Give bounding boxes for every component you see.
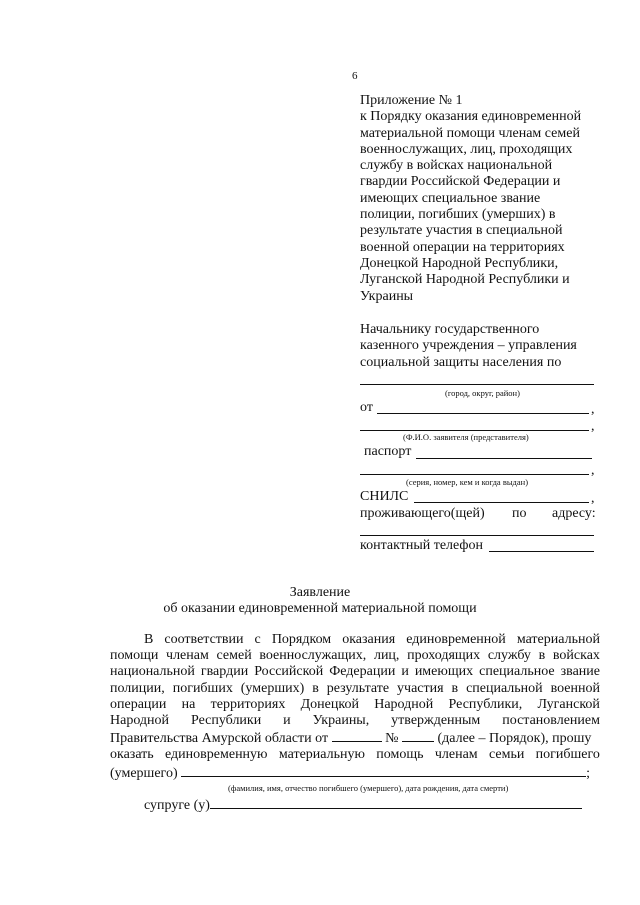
body-line: [110, 697, 600, 713]
appendix-line: военнослужащих, лиц, проходящих: [360, 141, 573, 157]
appendix-line: гвардии Российской Федерации и: [360, 174, 561, 190]
snils-comma: ,: [591, 491, 595, 506]
passport-line-2[interactable]: [360, 474, 589, 475]
body-word: Республики,: [448, 696, 523, 712]
body-word: погибших: [172, 680, 233, 696]
body-text-segment: (умершего): [110, 765, 182, 781]
body-line: [110, 648, 600, 664]
body-line: [110, 764, 600, 782]
body-word: военнослужащих,: [259, 648, 367, 664]
body-word: на: [181, 696, 196, 712]
body-word: участия: [397, 680, 444, 696]
body-line: [110, 796, 600, 814]
phone-label: контактный телефон: [360, 538, 483, 553]
body-line: [110, 632, 600, 648]
appendix-line: к Порядку оказания единовременной: [360, 109, 582, 125]
snils-label: СНИЛС: [360, 489, 409, 504]
addressee-line: казенного учреждения – управления: [360, 338, 577, 354]
body-word: постановлением: [502, 713, 600, 729]
body-word: членам: [434, 747, 478, 763]
city-caption: (город, округ, район): [445, 388, 520, 398]
body-word: Украины,: [312, 713, 370, 729]
body-text-segment: (далее – Порядок), прошу: [433, 731, 592, 747]
body-word: звание: [560, 664, 600, 680]
body-word: Донецкой: [300, 696, 359, 712]
body-word: с: [254, 632, 261, 647]
appendix-header: [360, 93, 605, 305]
body-line: [110, 729, 600, 747]
spouse-blank[interactable]: [210, 796, 582, 809]
body-word: операции: [110, 696, 167, 712]
body-word: Российской: [254, 664, 324, 680]
city-line[interactable]: [360, 384, 594, 385]
application-body: [110, 632, 600, 814]
addressee-block: [360, 322, 605, 371]
body-word: В: [144, 632, 154, 647]
deceased-blank[interactable]: [181, 764, 586, 777]
body-word: семьи: [489, 747, 525, 763]
body-line: [110, 664, 600, 680]
body-word: в: [538, 648, 546, 664]
fio-line[interactable]: [360, 430, 589, 431]
body-line: [110, 681, 600, 697]
body-word: в: [451, 680, 459, 696]
deceased-caption: (фамилия, имя, отчество погибшего (умершего), дата рождения, дата смерти): [228, 782, 509, 793]
from-comma: ,: [591, 402, 595, 417]
appendix-line: имеющих специальное звание: [360, 190, 541, 206]
passport-line[interactable]: [416, 458, 592, 459]
body-line: [110, 747, 600, 763]
body-word: и: [401, 664, 409, 680]
address-line[interactable]: [360, 535, 594, 536]
body-word: в: [312, 680, 319, 696]
body-text-segment: ;: [586, 765, 590, 781]
residing-po: по: [512, 506, 527, 521]
fio-comma: ,: [591, 419, 595, 434]
body-word: Народной: [110, 713, 170, 729]
spouse-label: супруге (у): [144, 797, 210, 813]
body-word: единовременную: [165, 747, 268, 763]
body-word: полиции,: [110, 680, 165, 696]
appendix-line: Луганской Народной Республики и: [360, 272, 570, 288]
body-word: проходящих: [407, 648, 481, 664]
body-word: материальную: [278, 747, 365, 763]
body-word: национальной: [110, 664, 195, 680]
body-word: материальной: [516, 632, 600, 647]
appendix-line: службу в войсках национальной: [360, 158, 553, 174]
residing-address: адресу:: [552, 506, 596, 521]
appendix-line: Украины: [360, 288, 414, 304]
body-word: лиц,: [373, 648, 400, 664]
body-word: имеющих: [414, 664, 474, 680]
body-line: [110, 713, 600, 729]
number-blank[interactable]: [402, 729, 434, 742]
body-word: территориях: [210, 696, 286, 712]
body-word: специальное: [479, 664, 555, 680]
phone-line[interactable]: [489, 551, 594, 552]
body-word: погибшего: [535, 747, 600, 763]
appendix-line: Донецкой Народной Республики,: [360, 255, 559, 271]
appendix-line: материальной помощи членам семей: [360, 125, 580, 141]
date-blank[interactable]: [332, 729, 382, 742]
body-word: Луганской: [537, 696, 600, 712]
body-word: Федерации: [329, 664, 396, 680]
body-word: и: [283, 713, 291, 729]
body-word: семей: [216, 648, 252, 664]
body-text-segment: №: [381, 731, 402, 747]
body-word: утвержденным: [391, 713, 481, 729]
addressee-line: Начальнику государственного: [360, 322, 540, 337]
body-word: специальной: [466, 680, 543, 696]
body-word: Народной: [374, 696, 434, 712]
body-word: оказать: [110, 747, 154, 763]
appendix-line: результате участия в специальной: [360, 223, 563, 239]
document-subtitle: об оказании единовременной материальной помощи: [163, 601, 477, 616]
fio-caption: (Ф.И.О. заявителя (представителя): [403, 432, 529, 442]
snils-line[interactable]: [414, 502, 589, 503]
page-number: 6: [352, 70, 358, 82]
body-word: оказания: [342, 632, 396, 647]
body-word: службу: [487, 648, 531, 664]
passport-comma: ,: [591, 463, 595, 478]
body-word: военной: [550, 680, 600, 696]
passport-label: паспорт: [364, 444, 412, 459]
residing-label: проживающего(щей): [360, 506, 485, 521]
body-word: членам: [166, 648, 209, 664]
body-word: соответствии: [164, 632, 244, 647]
from-label: от: [360, 400, 373, 415]
body-word: Порядком: [271, 632, 332, 647]
body-word: (умерших): [240, 680, 305, 696]
document-title: Заявление: [289, 585, 351, 600]
body-word: помощь: [376, 747, 424, 763]
body-word: результате: [326, 680, 390, 696]
body-text-segment: Правительства Амурской области от: [110, 731, 332, 747]
appendix-line: Приложение № 1: [360, 93, 463, 108]
from-line[interactable]: [377, 413, 589, 414]
body-word: гвардии: [200, 664, 249, 680]
addressee-line: социальной защиты населения по: [360, 354, 562, 370]
body-word: помощи: [110, 648, 159, 664]
body-word: единовременной: [406, 632, 506, 647]
appendix-line: полиции, погибших (умерших) в: [360, 207, 556, 223]
body-word: войсках: [552, 648, 600, 664]
body-word: Республики: [190, 713, 262, 729]
passport-caption: (серия, номер, кем и когда выдан): [406, 477, 529, 487]
appendix-line: военной операции на территориях: [360, 239, 565, 255]
